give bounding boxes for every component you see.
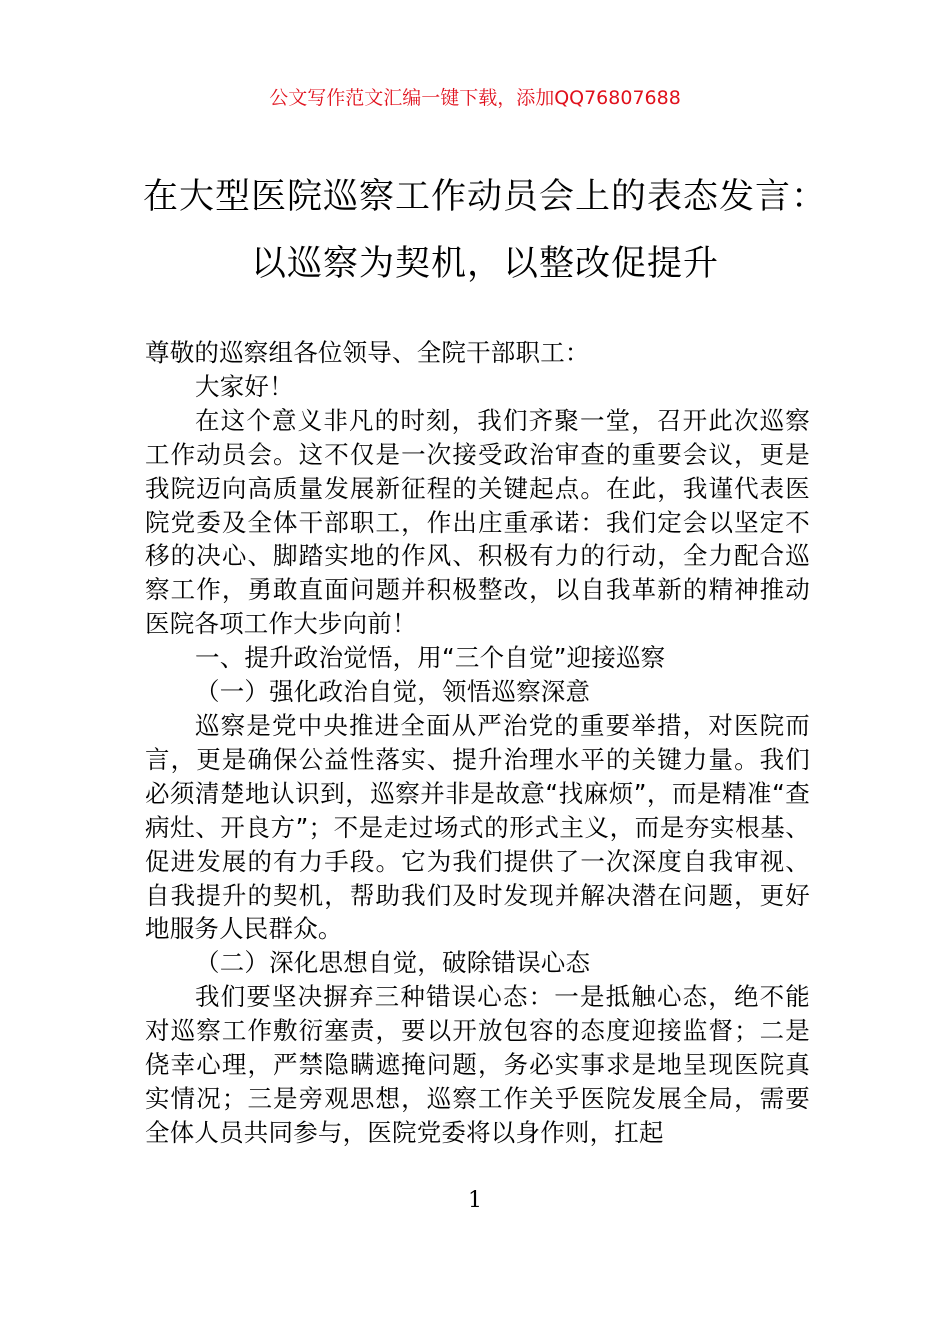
document-body <box>145 336 810 1150</box>
subsection-heading: （二）深化思想自觉，破除错误心态 <box>195 948 591 978</box>
document-title-line-1: 在大型医院巡察工作动员会上的表态发言： <box>142 177 827 217</box>
download-promo-note: 公文写作范文汇编一键下载，添加QQ76807688 <box>269 87 681 109</box>
greeting-paragraph: 大家好！ <box>195 371 294 401</box>
body-paragraph: 在这个意义非凡的时刻，我们齐聚一堂，召开此次巡察工作动员会。这不仅是一次接受政治审查的重要会议，更是我院迈向高质量发展新征程的关键起点。在此，我谨代表医院党委及全体干部职工，作出庄重承诺：我们定会以坚定不移的决心、脚踏实地的作风、积极有力的行动，全力配合巡察工作，勇敢直面问题并积极整改，以自我革新的精神推动医院各项工作大步向前！ <box>145 405 810 639</box>
body-paragraph: 巡察是党中央推进全面从严治党的重要举措，对医院而言，更是确保公益性落实、提升治理水平的关键力量。我们必须清楚地认识到，巡察并非是故意“找麻烦”，而是精准“查病灶、开良方”；不是走过场式的形式主义，而是夯实根基、促进发展的有力手段。它为我们提供了一次深度自我审视、自我提升的契机，帮助我们及时发现并解决潜在问题，更好地服务人民群众。 <box>145 710 810 944</box>
salutation: 尊敬的巡察组各位领导、全院干部职工： <box>145 338 590 367</box>
document-title-line-2: 以巡察为契机，以整改促提升 <box>250 244 719 284</box>
page-number: 1 <box>468 1188 482 1213</box>
subsection-heading: （一）强化政治自觉，领悟巡察深意 <box>195 677 591 707</box>
section-heading: 一、提升政治觉悟，用“三个自觉”迎接巡察 <box>195 643 666 673</box>
body-paragraph: 我们要坚决摒弃三种错误心态：一是抵触心态，绝不能对巡察工作敷衍塞责，要以开放包容的态度迎接监督；二是侥幸心理，严禁隐瞒遮掩问题，务必实事求是地呈现医院真实情况；三是旁观思想，巡察工作关乎医院发展全局，需要全体人员共同参与，医院党委将以身作则，扛起 <box>145 982 810 1147</box>
